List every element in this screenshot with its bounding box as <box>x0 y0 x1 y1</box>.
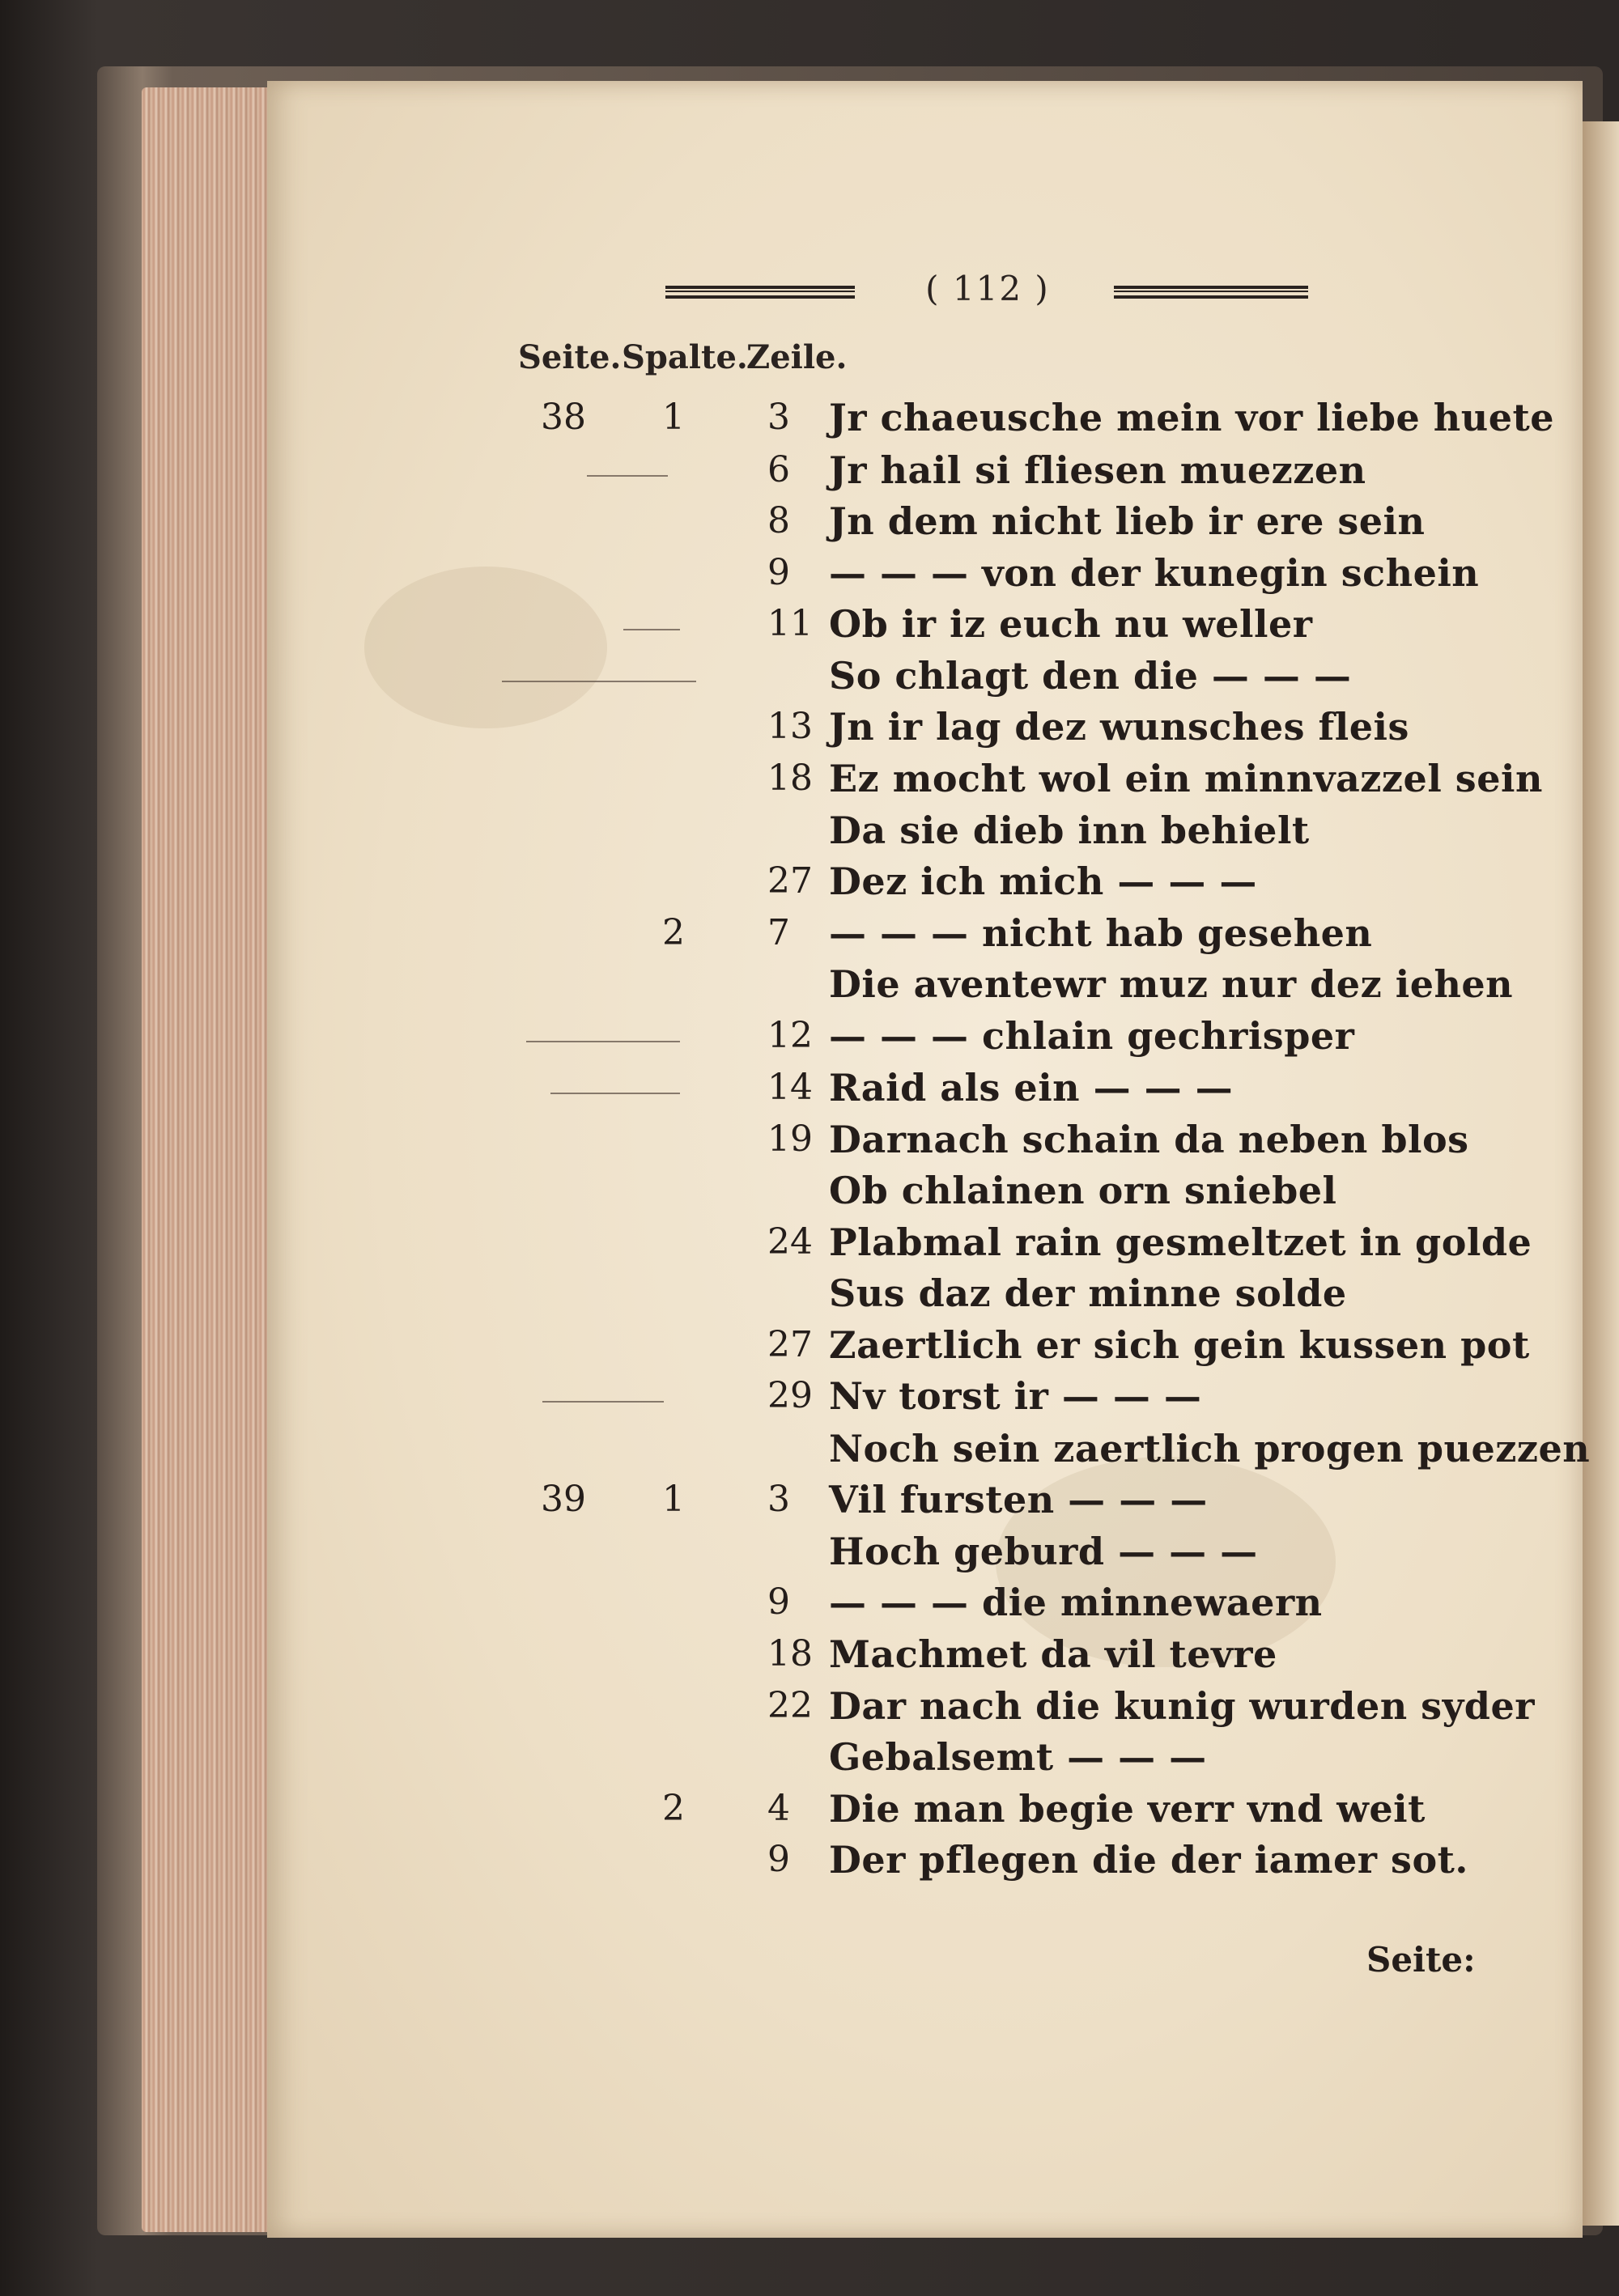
entry-text: Ob ir iz euch nu weller <box>829 602 1313 646</box>
header-rule-left <box>665 286 855 299</box>
entry-text: Ez mocht wol ein minnvazzel sein <box>829 757 1543 800</box>
entry-text: Raid als ein — — — <box>829 1066 1234 1110</box>
paper-stain <box>364 567 607 728</box>
page-number: ( 112 ) <box>925 269 1050 308</box>
spalte-cell: 1 <box>662 397 685 438</box>
zeile-cell: 8 <box>767 500 790 541</box>
zeile-cell: 24 <box>767 1221 813 1263</box>
zeile-cell: 4 <box>767 1788 790 1829</box>
spalte-cell: 2 <box>662 1788 685 1829</box>
ditto-rule <box>542 1401 664 1403</box>
zeile-cell: 9 <box>767 552 790 593</box>
column-heading-seite: Seite. <box>518 338 622 376</box>
entry-text: Darnach schain da neben blos <box>829 1118 1469 1161</box>
entry-text: Jr hail si fliesen muezzen <box>829 448 1366 492</box>
spalte-cell: 1 <box>662 1479 685 1520</box>
entry-text: — — — chlain gechrisper <box>829 1014 1355 1058</box>
entry-text: Machmet da vil tevre <box>829 1632 1277 1676</box>
catchword: Seite: <box>1366 1940 1476 1980</box>
zeile-cell: 7 <box>767 912 790 953</box>
column-heading-zeile: Zeile. <box>746 338 848 376</box>
entry-text: Hoch geburd — — — <box>829 1530 1258 1573</box>
entry-text: Dar nach die kunig wurden syder <box>829 1684 1535 1728</box>
zeile-cell: 6 <box>767 449 790 490</box>
zeile-cell: 27 <box>767 860 813 902</box>
zeile-cell: 19 <box>767 1118 813 1160</box>
entry-text: Die aventewr muz nur dez iehen <box>829 962 1514 1006</box>
entry-text: Sus daz der minne solde <box>829 1271 1347 1315</box>
spalte-cell: 2 <box>662 912 685 953</box>
entry-text: Gebalsemt — — — <box>829 1735 1207 1779</box>
entry-text: Zaertlich er sich gein kussen pot <box>829 1323 1530 1367</box>
entry-text: — — — die minnewaern <box>829 1581 1323 1624</box>
entry-text: Noch sein zaertlich progen puezzen <box>829 1427 1591 1471</box>
zeile-cell: 9 <box>767 1839 790 1880</box>
zeile-cell: 11 <box>767 603 813 644</box>
header-rule-right <box>1114 286 1308 299</box>
entry-text: Plabmal rain gesmeltzet in golde <box>829 1220 1532 1264</box>
zeile-cell: 27 <box>767 1324 813 1365</box>
ditto-rule <box>550 1093 680 1094</box>
zeile-cell: 14 <box>767 1067 813 1108</box>
ditto-rule <box>526 1041 680 1042</box>
ditto-rule <box>502 681 696 682</box>
entry-text: Die man begie verr vnd weit <box>829 1787 1426 1831</box>
ditto-rule <box>587 475 668 477</box>
zeile-cell: 3 <box>767 1479 790 1520</box>
zeile-cell: 29 <box>767 1375 813 1416</box>
ditto-rule <box>623 629 680 630</box>
entry-text: — — — von der kunegin schein <box>829 551 1480 595</box>
zeile-cell: 22 <box>767 1685 813 1726</box>
seite-cell: 38 <box>541 397 586 438</box>
entry-text: Da sie dieb inn behielt <box>829 808 1310 852</box>
entry-text: Dez ich mich — — — <box>829 859 1257 903</box>
zeile-cell: 12 <box>767 1015 813 1056</box>
zeile-cell: 18 <box>767 758 813 799</box>
column-heading-spalte: Spalte. <box>622 338 748 376</box>
entry-text: Ob chlainen orn sniebel <box>829 1169 1337 1212</box>
page-edges <box>142 87 279 2232</box>
zeile-cell: 3 <box>767 397 790 438</box>
entry-text: Vil fursten — — — <box>829 1478 1208 1521</box>
zeile-cell: 18 <box>767 1633 813 1674</box>
entry-text: — — — nicht hab gesehen <box>829 911 1373 955</box>
zeile-cell: 13 <box>767 706 813 747</box>
seite-cell: 39 <box>541 1479 586 1520</box>
entry-text: Jr chaeusche mein vor liebe huete <box>829 396 1554 439</box>
entry-text: Jn ir lag dez wunsches fleis <box>829 705 1409 749</box>
entry-text: Der pflegen die der iamer sot. <box>829 1838 1468 1882</box>
entry-text: Nv torst ir — — — <box>829 1374 1202 1418</box>
next-page-edge <box>1583 121 1619 2226</box>
entry-text: So chlagt den die — — — <box>829 654 1352 698</box>
entry-text: Jn dem nicht lieb ir ere sein <box>829 499 1426 543</box>
zeile-cell: 9 <box>767 1581 790 1623</box>
